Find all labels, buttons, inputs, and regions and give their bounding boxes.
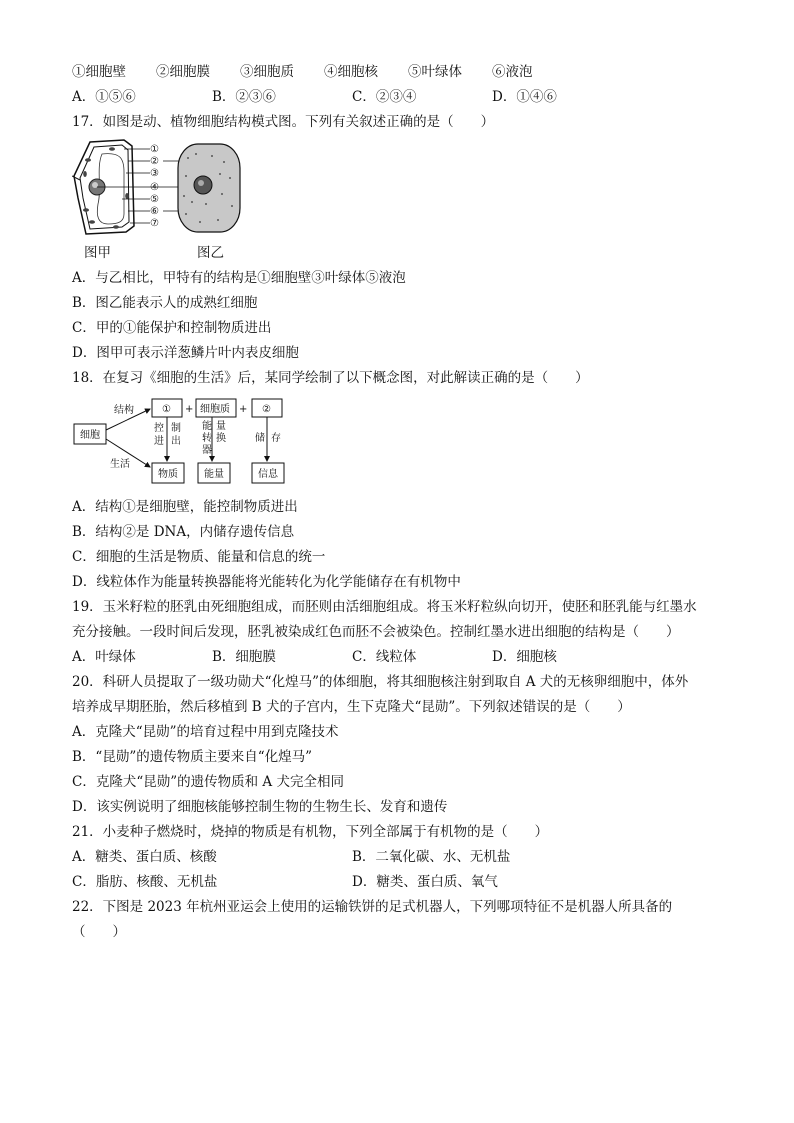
- concept-energy-text: 换: [216, 433, 226, 444]
- q19-stem: 19．玉米籽粒的胚乳由死细胞组成，而胚则由活细胞组成。将玉米籽粒纵向切开，使胚和胚乳能与红墨水: [72, 599, 697, 615]
- q18-stem: 18．在复习《细胞的生活》后，某同学绘制了以下概念图，对此解读正确的是（ ）: [72, 370, 589, 386]
- concept-energy-text: 器: [202, 445, 212, 456]
- option: A．克隆犬“昆勋”的培育过程中用到克隆技术: [72, 724, 339, 740]
- option: A．结构①是细胞壁，能控制物质进出: [72, 499, 298, 515]
- q16-item: ③细胞质: [240, 64, 294, 80]
- concept-control-text: 制: [171, 423, 181, 434]
- concept-energy-text: 能: [202, 421, 212, 432]
- fig-label: ⑥: [150, 206, 159, 217]
- figure-caption-b: 图乙: [197, 245, 224, 261]
- fig-label: ①: [150, 144, 159, 155]
- concept-store-text: 储: [255, 433, 265, 444]
- q20-stem: 20．科研人员提取了一级功勋犬“化煌马”的体细胞，将其细胞核注射到取自 A 犬的无核卵细胞中，体外: [72, 674, 689, 690]
- option: C．细胞的生活是物质、能量和信息的统一: [72, 549, 326, 565]
- concept-info: 信息: [258, 469, 278, 480]
- q16-item: ①细胞壁: [72, 64, 126, 80]
- concept-energy-text: 转: [202, 433, 212, 444]
- concept-matter: 物质: [158, 469, 178, 480]
- fig-label: ⑦: [150, 218, 159, 229]
- option: A．叶绿体: [72, 649, 136, 665]
- option: B．②③⑥: [212, 89, 276, 105]
- q21-stem: 21．小麦种子燃烧时，烧掉的物质是有机物，下列全部属于有机物的是（ ）: [72, 824, 549, 840]
- fig-label: ②: [150, 156, 159, 167]
- option: D．线粒体作为能量转换器能将光能转化为化学能储存在有机物中: [72, 574, 461, 590]
- concept-cell: 细胞: [80, 430, 100, 441]
- option: B．图乙能表示人的成熟红细胞: [72, 295, 258, 311]
- fig-label: ④: [150, 182, 159, 193]
- concept-energy: 能量: [204, 469, 224, 480]
- concept-plus: +: [239, 404, 248, 415]
- concept-box2: ②: [262, 404, 271, 415]
- q22-stem: 22．下图是 2023 年杭州亚运会上使用的运输铁饼的足式机器人，下列哪项特征不是机器人所具备的: [72, 899, 673, 915]
- q16-item: ④细胞核: [324, 64, 378, 80]
- option: D．细胞核: [492, 649, 557, 665]
- concept-control-text: 进: [154, 436, 164, 447]
- q16-item: ⑥液泡: [492, 64, 533, 80]
- option: D．图甲可表示洋葱鳞片叶内表皮细胞: [72, 345, 299, 361]
- concept-map-diagram: [72, 397, 292, 489]
- fig-label: ③: [150, 168, 159, 179]
- animal-cell-diagram: [178, 144, 240, 232]
- q22-stem: （ ）: [72, 924, 126, 940]
- option: A．与乙相比，甲特有的结构是①细胞壁③叶绿体⑤液泡: [72, 270, 406, 286]
- fig-label: ⑤: [150, 194, 159, 205]
- q16-item: ②细胞膜: [156, 64, 210, 80]
- q20-stem: 培养成早期胚胎，然后移植到 B 犬的子宫内，生下克隆犬“昆勋”。下列叙述错误的是（ ）: [72, 699, 631, 715]
- concept-control-text: 控: [154, 423, 164, 434]
- option: D．①④⑥: [492, 89, 557, 105]
- concept-box1: ①: [162, 404, 171, 415]
- q17-stem: 17．如图是动、植物细胞结构模式图。下列有关叙述正确的是（ ）: [72, 114, 495, 130]
- cell-structure-figure: [72, 138, 247, 238]
- concept-structure-label: 结构: [114, 405, 134, 416]
- concept-plus: +: [185, 404, 194, 415]
- option: A．糖类、蛋白质、核酸: [72, 849, 217, 865]
- concept-control-text: 出: [171, 436, 181, 447]
- concept-cytoplasm: 细胞质: [200, 404, 230, 415]
- q19-stem: 充分接触。一段时间后发现，胚乳被染成红色而胚不会被染色。控制红墨水进出细胞的结构是（ ）: [72, 624, 680, 640]
- option: C．②③④: [352, 89, 417, 105]
- option: B．二氧化碳、水、无机盐: [352, 849, 511, 865]
- option: B．细胞膜: [212, 649, 276, 665]
- option: B．“昆勋”的遗传物质主要来自“化煌马”: [72, 749, 313, 765]
- option: C．甲的①能保护和控制物质进出: [72, 320, 272, 336]
- option: B．结构②是 DNA，内储存遗传信息: [72, 524, 295, 540]
- option: C．克隆犬“昆勋”的遗传物质和 A 犬完全相同: [72, 774, 344, 790]
- concept-life-label: 生活: [110, 459, 130, 470]
- option: A．①⑤⑥: [72, 89, 136, 105]
- q16-item: ⑤叶绿体: [408, 64, 462, 80]
- option: D．糖类、蛋白质、氧气: [352, 874, 498, 890]
- option: C．线粒体: [352, 649, 417, 665]
- option: D．该实例说明了细胞核能够控制生物的生物生长、发育和遗传: [72, 799, 448, 815]
- concept-energy-text: 量: [216, 421, 226, 432]
- option: C．脂肪、核酸、无机盐: [72, 874, 218, 890]
- concept-store-text: 存: [271, 433, 281, 444]
- figure-caption-a: 图甲: [84, 245, 111, 261]
